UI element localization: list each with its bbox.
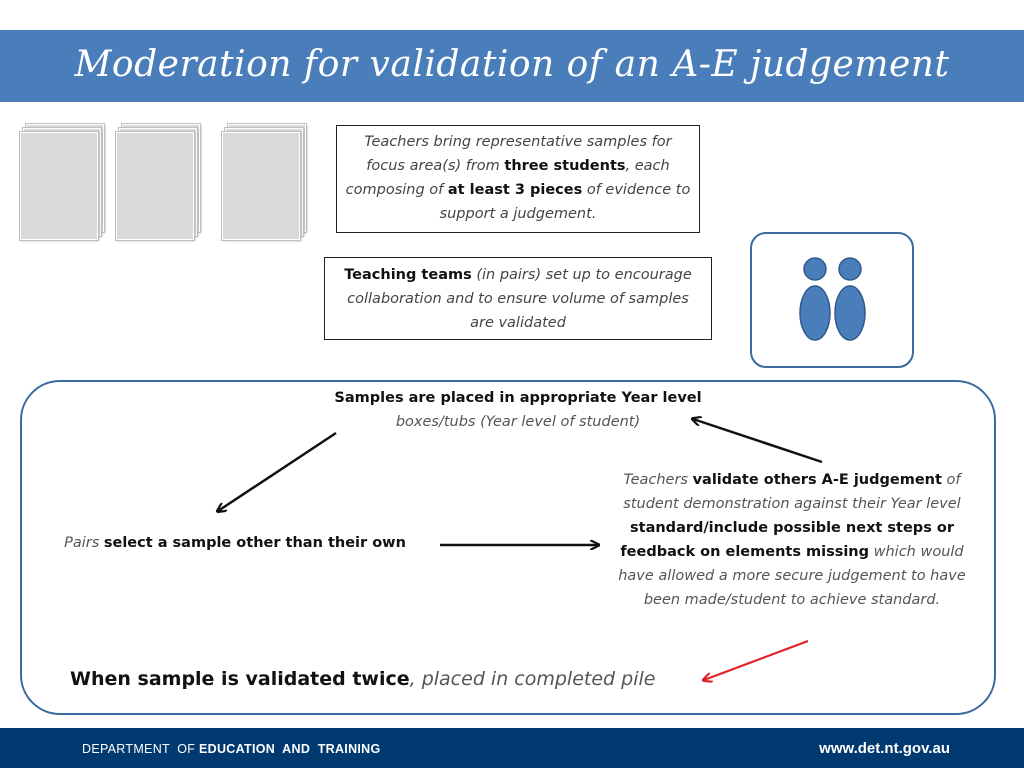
website-link[interactable]: www.det.nt.gov.au [819, 740, 950, 757]
text: , each composing of [345, 158, 670, 198]
text-bold: validate others A-E judgement [692, 472, 942, 488]
text: which would have allowed a more secure judgement to have been made/student to achieve standard. [618, 544, 966, 608]
text-bold: Samples are placed in appropriate Year level [334, 390, 702, 406]
arrow-to-completed-pile [704, 641, 808, 680]
arrow-to-pairs [218, 433, 336, 511]
arrow-to-samples [693, 419, 822, 462]
text-bold: Teaching teams [344, 267, 472, 283]
text: boxes/tubs (Year level of student) [395, 414, 641, 430]
text-bold: When sample is validated twice [70, 668, 410, 690]
text: DEPARTMENT OF [82, 742, 200, 756]
text: Teachers bring representative samples for focus area(s) from [364, 134, 672, 174]
text: Pairs [64, 535, 104, 551]
text: Teachers [623, 472, 693, 488]
text: of student demonstration against their Year level [623, 472, 961, 512]
text: of evidence to support a judgement. [439, 182, 691, 222]
department-label [82, 742, 381, 756]
footer-bar [0, 728, 1024, 768]
text: (in pairs) set up to encourage collaboration and to ensure volume of samples are validated [347, 267, 692, 331]
text-bold: at least 3 pieces [447, 182, 583, 198]
text-bold: three students [504, 158, 626, 174]
text: , placed in completed pile [409, 668, 656, 690]
text-bold: EDUCATION AND TRAINING [199, 742, 381, 756]
text-bold: select a sample other than their own [103, 535, 406, 551]
text-bold: standard/include possible next steps or feedback on elements missing [620, 520, 954, 560]
page-title: Moderation for validation of an A-E judgement [74, 44, 950, 85]
